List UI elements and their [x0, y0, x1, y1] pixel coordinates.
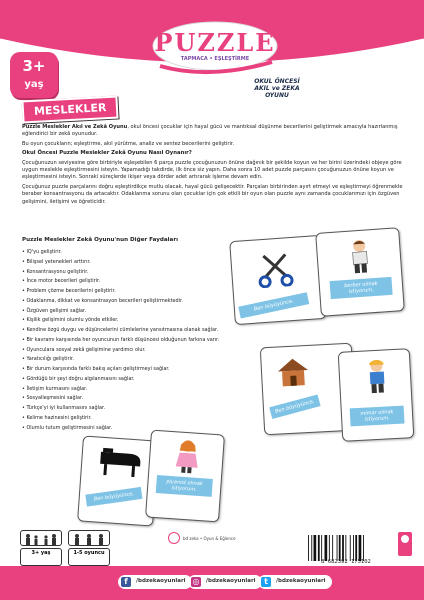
- facebook-handle: /bdzekaoyunlari: [136, 578, 186, 584]
- logo-subtitle: TAPMACA • EŞLEŞTİRME: [180, 56, 250, 62]
- puzzle-3-left-label: Ben büyüyünce,: [85, 487, 142, 507]
- publisher-logo-icon: [168, 532, 180, 544]
- intro-text: [22, 124, 406, 208]
- benefit-item: • Türkçe'yi iyi kullanmasını sağlar.: [22, 404, 242, 414]
- benefit-item: • IQ'yu geliştirir.: [22, 248, 242, 258]
- brand-vertical-badge-icon: [398, 532, 412, 556]
- barcode-number: 8 682392 175102: [321, 559, 371, 565]
- age-label-box: [20, 548, 62, 566]
- barcode-bar: [332, 535, 333, 561]
- benefit-item: • Problem çözme becerilerini geliştirir.: [22, 287, 242, 297]
- barcode-bar: [318, 535, 320, 561]
- players-icon: [70, 533, 108, 545]
- series-line-1: OKUL ÖNCESİ: [254, 78, 300, 85]
- benefits-list: [22, 248, 242, 433]
- intro-paragraph-2: Bu oyun çocukların; eşleştirme, akıl yürütme, analiz ve sentez becerilerini geliştirir.: [22, 140, 235, 147]
- puzzle-piece-scissors: [229, 235, 327, 325]
- twitter-handle: /bdzekaoyunlari: [276, 578, 326, 584]
- puzzle-piece-pianist: [145, 430, 225, 523]
- puzzle-piece-barber: [315, 227, 405, 317]
- scissors-icon: [255, 250, 297, 289]
- barcode-bar: [363, 535, 364, 561]
- barcode-bar: [321, 535, 322, 561]
- players-label: 1-5 oyuncu: [73, 550, 105, 556]
- series-line-2: AKIL ve ZEKA: [254, 85, 300, 92]
- age-group-box: [20, 530, 62, 546]
- publisher-small: bd zeka • Oyun & Eğlence: [183, 535, 236, 541]
- how-to-play-paragraph: Çocuğunuzun seviyesine göre birbiriyle eşleşebilen 6 parça puzzle çocuğunuzun önüne dağınık bir şekilde koyun ve her birini üzerindeki objeye göre uygun meslekle eşleştirmesini isteyin. Yapamadığı takdirde, ilk önce siz yapın. Daha sonra 10 adet puzzle parçasını çocuğunuzun önüne koyun ve eşleştirmesini isteyin. Sonraki süreçlerde ikişer veya dörder adet artırarak işleme devam edin.: [22, 159, 402, 181]
- barcode-bar: [311, 535, 312, 561]
- family-icon: [22, 533, 60, 545]
- publisher-row: [168, 532, 288, 544]
- age-badge: [10, 52, 58, 98]
- barcode-bar: [329, 535, 330, 561]
- series-line-3: OYUNU: [265, 92, 289, 99]
- how-to-play-heading: Okul Öncesi Puzzle Meslekler Zekâ Oyunu Nasıl Oynanır?: [22, 150, 192, 157]
- benefit-item: • İnce motor becerileri geliştirir.: [22, 277, 242, 287]
- puzzle-1-right-label: berber olmak istiyorum.: [330, 277, 393, 299]
- architect-figure-icon: [363, 358, 391, 393]
- barcode-bar: [339, 535, 341, 561]
- age-badge-unit: yaş: [24, 79, 44, 90]
- twitter-link[interactable]: [258, 575, 332, 589]
- instagram-icon: ◎: [192, 577, 200, 586]
- players-group-box: [68, 530, 110, 546]
- benefit-item: • Bir kavramı karşısında her oyuncunun farklı düşüncesi olduğunun farkına varır.: [22, 336, 242, 346]
- age-label: 3+ yaş: [31, 550, 51, 556]
- barcode-bar: [359, 535, 362, 561]
- barcode-bar: [350, 535, 351, 561]
- barcode-bar: [342, 535, 344, 561]
- puzzle-piece-architect: [338, 348, 415, 442]
- barcode-bar: [353, 535, 354, 561]
- benefit-item: • İletişim kurmasını sağlar.: [22, 385, 242, 395]
- barcode-bar: [337, 535, 338, 561]
- facebook-link[interactable]: [118, 575, 192, 589]
- intro-product-name: Puzzle Meslekler Akıl ve Zekâ Oyunu: [22, 124, 128, 130]
- instagram-handle: /bdzekaoyunlari: [206, 578, 256, 584]
- benefit-item: • Sosyalleşmesini sağlar.: [22, 394, 242, 404]
- benefit-item: • Oyunculara sosyal zekâ gelişimine yardımcı olur.: [22, 346, 242, 356]
- benefit-item: • Kelime hazinesini geliştirir.: [22, 414, 242, 424]
- publisher-info: [168, 532, 288, 566]
- barber-figure-icon: [344, 238, 376, 274]
- benefit-item: • Konsantrasyonu geliştirir.: [22, 268, 242, 278]
- instagram-link[interactable]: [188, 575, 262, 589]
- barcode-bar: [345, 535, 346, 561]
- house-icon: [275, 356, 311, 388]
- barcode-bar: [355, 535, 357, 561]
- benefit-item: • Bilişsel yetenekleri arttırır.: [22, 258, 242, 268]
- puzzle-1-left-label: Ben büyüyünce,: [238, 292, 309, 318]
- benefits-title: Puzzle Meslekler Zekâ Oyunu'nun Diğer Faydaları: [22, 237, 178, 243]
- page-title: MESLEKLER: [21, 95, 119, 123]
- benefits-paragraph: Çocuğunuz puzzle parçalarını doğru eşleştirdikçe mutlu olacak, hayal gücü gelişecektir. Parçaları birbirinden ayırt etmeyi ve eşleştirmeyi öğrenmekle beraber konsantrasyonu da artacaktır. Odaklanma sorunu olan çocuklar için çok etkili bir oyun olan puzzle aynı zamanda çocuklarımızı için özgüven gelişimini, iletişimi ve öğreticidir.: [22, 183, 403, 205]
- twitter-icon: t: [261, 577, 271, 587]
- puzzle-logo: [150, 18, 280, 80]
- puzzle-2-right-label: mimar olmak istiyorum.: [350, 406, 405, 427]
- puzzle-2-left-label: Ben büyüyünce,: [269, 394, 320, 419]
- benefit-item: • Yaratıcılığı geliştirir.: [22, 355, 242, 365]
- age-badge-number: 3+: [22, 57, 46, 75]
- benefit-item: • Gördüğü bir şeyi doğru algılanmasını sağlar.: [22, 375, 242, 385]
- benefit-item: • Özgüven gelişimi sağlar.: [22, 307, 242, 317]
- facebook-icon: f: [121, 577, 131, 587]
- benefit-item: • Odaklanma, dikkat ve konsantrasyon becerileri geliştirmektedir.: [22, 297, 242, 307]
- barcode-bar: [314, 535, 317, 561]
- puzzle-3-right-label: piyanist olmak istiyorum.: [156, 475, 213, 497]
- barcode-bar: [308, 535, 309, 561]
- players-label-box: [68, 548, 110, 566]
- benefit-item: • Bir durum karşısında farklı bakış açıları geliştirmeyi sağlar.: [22, 365, 242, 375]
- benefit-item: • Kişilik gelişimini olumlu yönde etkiler.: [22, 316, 242, 326]
- intro-paragraph-1: [22, 124, 406, 139]
- logo-text-value: PUZZLE: [154, 28, 276, 57]
- series-label: [232, 78, 322, 99]
- benefit-item: • Olumlu tutum geliştirmesini sağlar.: [22, 424, 242, 434]
- intro-p1-rest: , okul öncesi çocuklar için hayal gücü ve mantıksal düşünme becerilerini geliştirmek amacıyla hazırlanmış eğlendirici bir zekâ oyunudur.: [22, 124, 398, 138]
- piano-icon: [97, 446, 143, 479]
- barcode-bar: [325, 535, 328, 561]
- pianist-figure-icon: [173, 438, 201, 474]
- logo-text: [150, 28, 280, 57]
- benefit-item: • Kendine özgü duygu ve düşüncelerini cümlelerine yansıtmasına olanak sağlar.: [22, 326, 242, 336]
